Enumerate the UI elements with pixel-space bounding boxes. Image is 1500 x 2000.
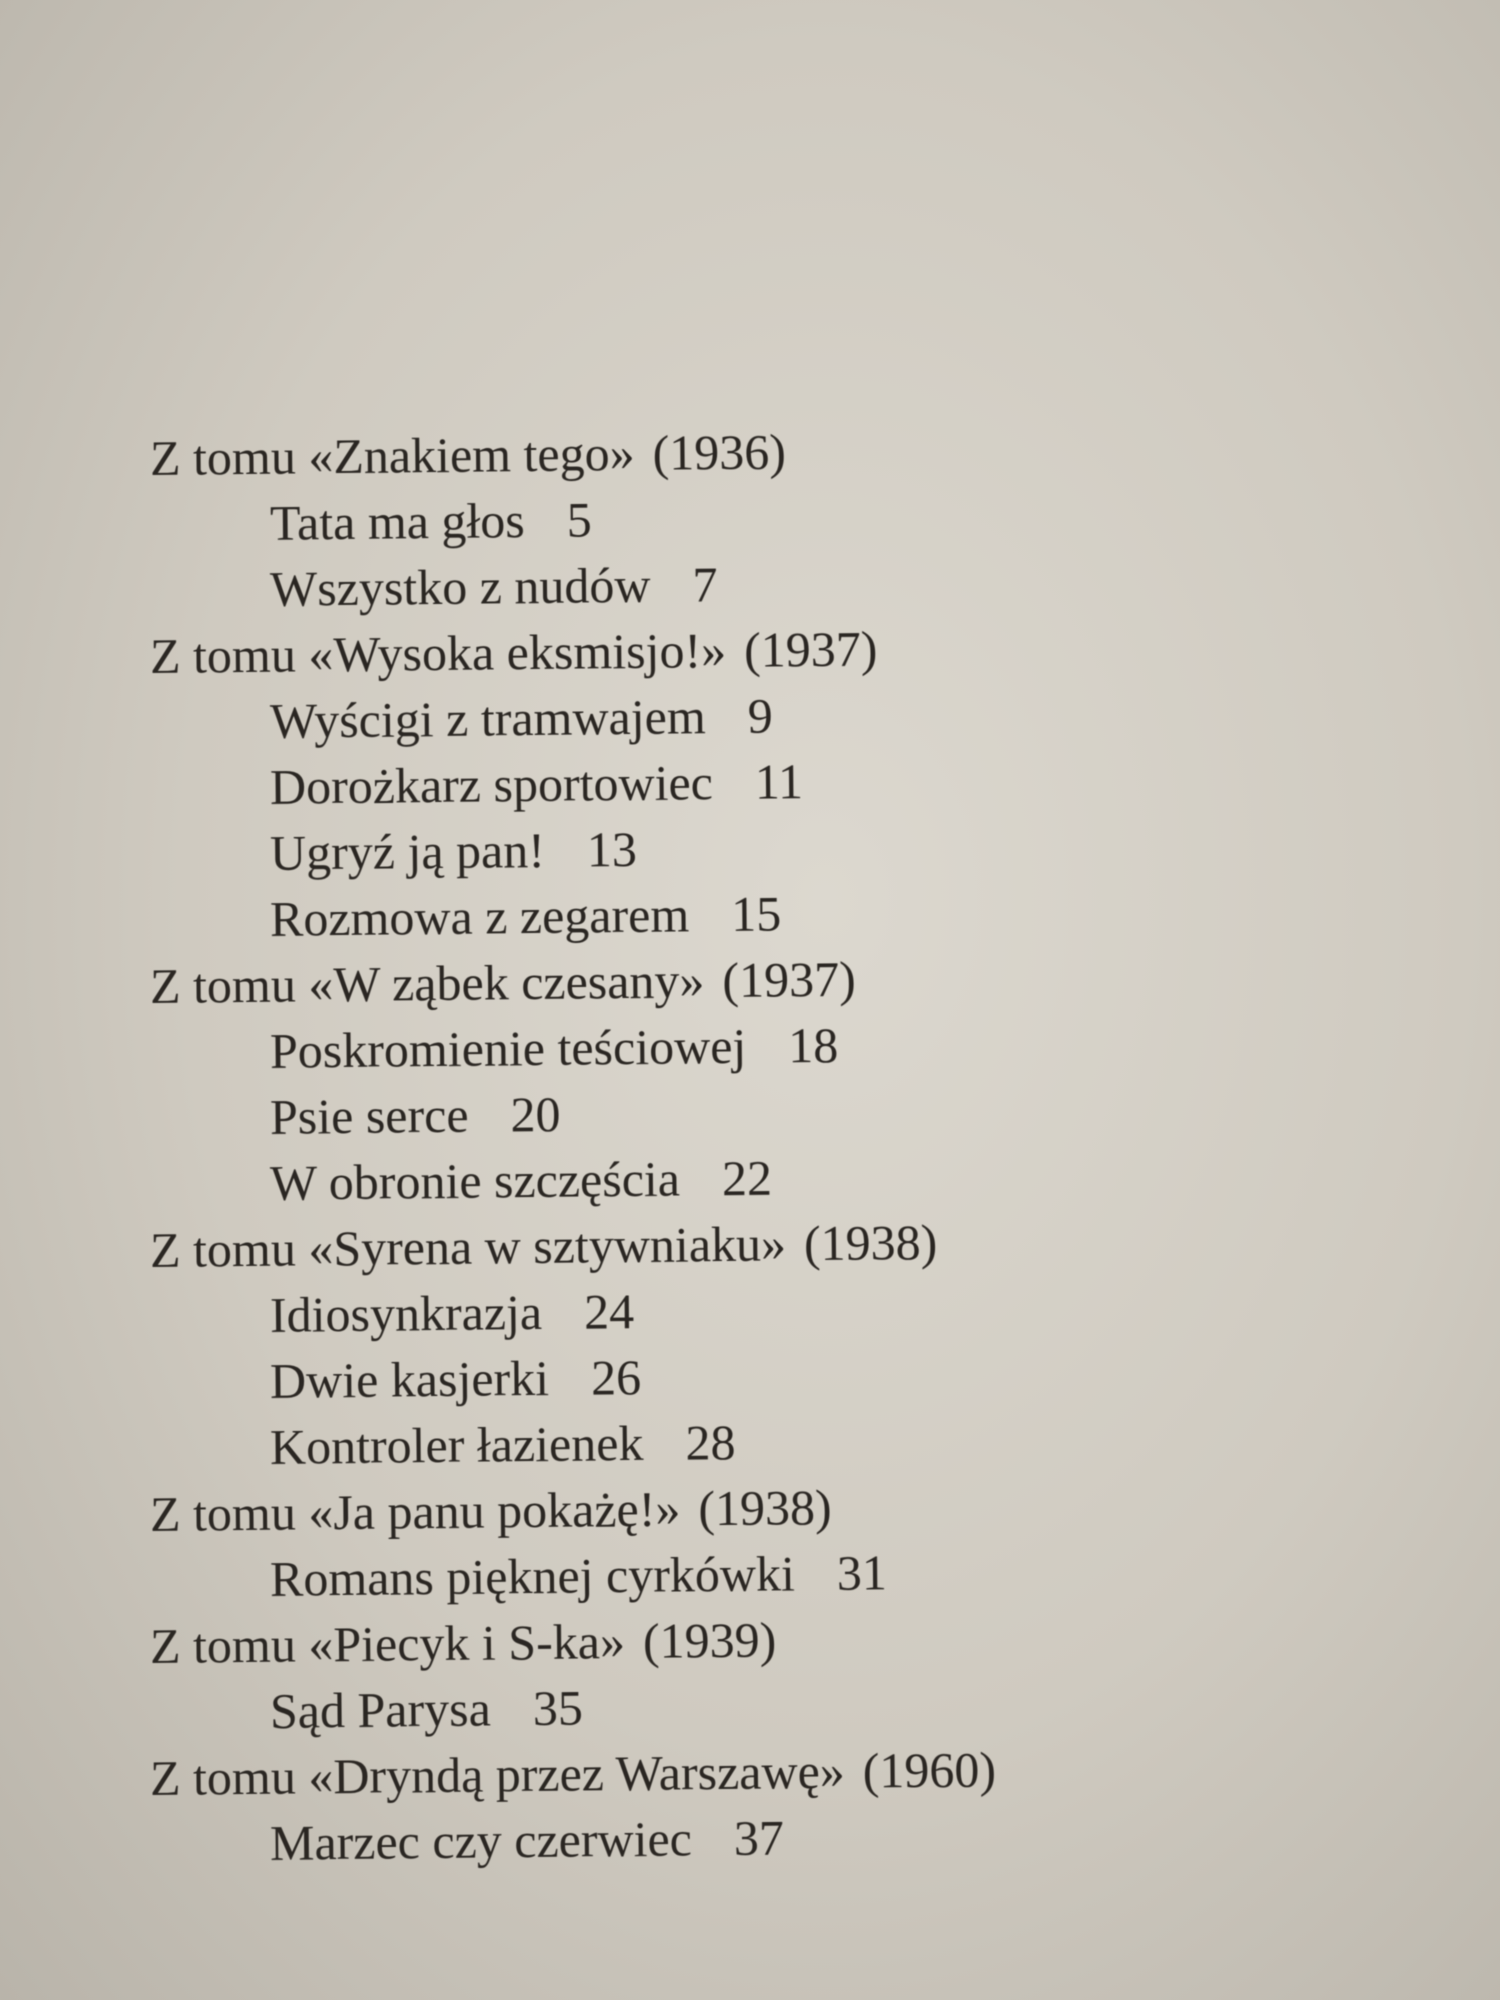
toc-entry bbox=[150, 743, 1301, 821]
toc-entry bbox=[150, 809, 1301, 887]
toc-entry bbox=[150, 479, 1301, 557]
poem-title: Dwie kasjerki bbox=[269, 1349, 550, 1409]
volume-title: Z tomu «Wysoka eksmisjo!» bbox=[149, 621, 727, 684]
volume-heading bbox=[150, 611, 1301, 689]
page-number: 20 bbox=[510, 1085, 561, 1143]
page-number: 7 bbox=[692, 556, 718, 613]
volume-year: (1939) bbox=[642, 1611, 777, 1669]
toc-entry bbox=[150, 545, 1301, 623]
volume-year: (1938) bbox=[698, 1478, 832, 1537]
toc-entry bbox=[150, 1799, 1301, 1877]
page-number: 31 bbox=[836, 1544, 888, 1601]
poem-title: Wszystko z nudów bbox=[269, 556, 651, 617]
volume-title: Z tomu «Piecyk i S-ka» bbox=[149, 1613, 626, 1674]
poem-title: Marzec czy czerwiec bbox=[269, 1810, 693, 1871]
poem-title: Wyścigi z tramwajem bbox=[269, 688, 706, 749]
page-number: 18 bbox=[787, 1016, 839, 1074]
volume-title: Z tomu «W ząbek czesany» bbox=[149, 952, 705, 1014]
poem-title: Kontroler łazienek bbox=[269, 1414, 644, 1475]
page-number: 5 bbox=[566, 491, 593, 548]
toc-entry bbox=[150, 1337, 1301, 1415]
page-number: 13 bbox=[586, 820, 638, 878]
poem-title: Psie serce bbox=[269, 1086, 469, 1145]
poem-title: Tata ma głos bbox=[269, 492, 526, 551]
poem-title: W obronie szczęścia bbox=[269, 1150, 681, 1211]
volume-heading bbox=[150, 413, 1301, 491]
volume-year: (1936) bbox=[652, 423, 787, 481]
volume-year: (1960) bbox=[862, 1741, 997, 1799]
page-number: 37 bbox=[733, 1809, 785, 1866]
page-number: 28 bbox=[685, 1413, 736, 1471]
toc-entry bbox=[150, 1667, 1301, 1745]
volume-heading bbox=[150, 941, 1301, 1019]
poem-title: Rozmowa z zegarem bbox=[269, 886, 690, 947]
page-number: 15 bbox=[730, 885, 782, 942]
toc-entry bbox=[150, 875, 1301, 953]
toc-entry bbox=[150, 1403, 1301, 1481]
volume-heading bbox=[150, 1601, 1301, 1679]
page-number: 22 bbox=[721, 1149, 773, 1207]
toc-entry bbox=[150, 677, 1301, 755]
poem-title: Dorożkarz sportowiec bbox=[269, 754, 714, 815]
volume-heading bbox=[150, 1205, 1301, 1283]
toc-entry bbox=[150, 1073, 1301, 1151]
toc-entry bbox=[150, 1139, 1301, 1217]
poem-title: Sąd Parysa bbox=[269, 1680, 492, 1739]
poem-title: Ugryź ją pan! bbox=[269, 821, 546, 881]
volume-title: Z tomu «Ja panu pokażę!» bbox=[149, 1480, 681, 1542]
volume-heading bbox=[150, 1469, 1301, 1547]
toc-entry bbox=[150, 1007, 1301, 1085]
page-number: 26 bbox=[590, 1348, 642, 1406]
poem-title: Idiosynkrazja bbox=[269, 1283, 543, 1343]
page-number: 11 bbox=[754, 753, 804, 810]
volume-title: Z tomu «Syrena w sztywniaku» bbox=[149, 1215, 787, 1278]
poem-title: Poskromienie teściowej bbox=[269, 1017, 747, 1079]
toc-entry bbox=[150, 1271, 1301, 1349]
page-number: 24 bbox=[583, 1282, 635, 1340]
toc-entry bbox=[150, 1535, 1301, 1613]
volume-heading bbox=[150, 1733, 1301, 1811]
volume-title: Z tomu «Dryndą przez Warszawę» bbox=[149, 1742, 846, 1806]
page-number: 35 bbox=[532, 1679, 584, 1736]
page-number: 9 bbox=[747, 687, 773, 744]
volume-title: Z tomu «Znakiem tego» bbox=[149, 424, 635, 486]
volume-year: (1937) bbox=[722, 950, 856, 1009]
volume-year: (1937) bbox=[743, 620, 878, 678]
table-of-contents bbox=[150, 425, 1300, 1877]
volume-year: (1938) bbox=[803, 1213, 938, 1272]
poem-title: Romans pięknej cyrkówki bbox=[269, 1545, 796, 1607]
